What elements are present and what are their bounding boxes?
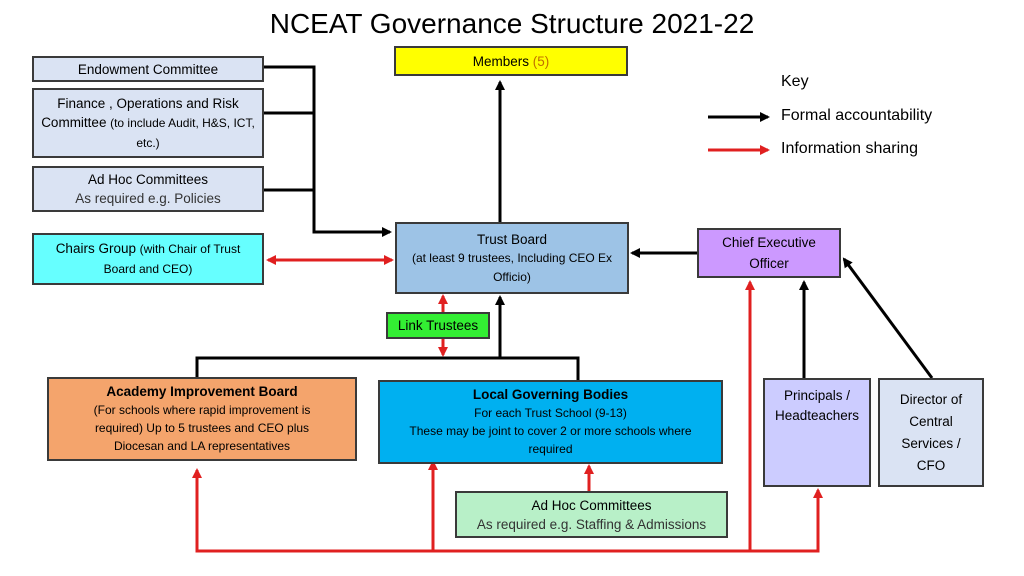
principals-line2: Headteachers bbox=[774, 408, 860, 423]
lgb-line1: For each Trust School (9-13) bbox=[474, 406, 627, 420]
adhoc-committees-policies-box bbox=[32, 166, 264, 212]
ceo-title-line2: Officer bbox=[749, 256, 789, 271]
chairs-group-box bbox=[32, 233, 264, 285]
key-info-label: Information sharing bbox=[781, 140, 918, 157]
finance-committee-box bbox=[32, 88, 264, 158]
committees-to-board-line bbox=[264, 67, 390, 232]
director-box bbox=[878, 378, 984, 487]
adhoc-staffing-title: Ad Hoc Committees bbox=[531, 497, 652, 513]
trust-board-box bbox=[395, 222, 629, 294]
endowment-title: Endowment Committee bbox=[77, 61, 219, 77]
adhoc-policies-title: Ad Hoc Committees bbox=[87, 172, 209, 187]
academy-improvement-board-box bbox=[47, 377, 357, 461]
aib-line3: Diocesan and LA representatives bbox=[113, 439, 291, 453]
lgb-line3: required bbox=[528, 442, 573, 456]
director-to-ceo-arrow bbox=[844, 259, 932, 378]
link-trustees-title: Link Trustees bbox=[397, 318, 479, 333]
aib-title: Academy Improvement Board bbox=[106, 384, 298, 399]
trust-board-subtitle: (at least 9 trustees, Including CEO Ex Officio) bbox=[411, 250, 613, 284]
link-trustees-box bbox=[386, 312, 490, 339]
endowment-committee-box bbox=[32, 56, 264, 82]
ceo-box bbox=[697, 228, 841, 278]
chairs-note: (with Chair of Trust Board and CEO) bbox=[103, 242, 241, 276]
ceo-title-line1: Chief Executive bbox=[722, 235, 816, 250]
members-count: (5) bbox=[532, 53, 550, 69]
local-governing-bodies-box bbox=[378, 380, 723, 464]
members-box bbox=[394, 46, 628, 76]
aib-line2: required) Up to 5 trustees and CEO plus bbox=[94, 421, 310, 435]
director-line4: CFO bbox=[916, 457, 946, 473]
director-line1: Director of bbox=[899, 391, 963, 407]
director-line3: Services / bbox=[901, 435, 961, 451]
finance-note: (to include Audit, H&S, ICT, etc.) bbox=[110, 115, 255, 150]
principals-box bbox=[763, 378, 871, 487]
adhoc-policies-subtitle: As required e.g. Policies bbox=[75, 191, 221, 206]
lgb-line2: These may be joint to cover 2 or more schools where bbox=[409, 424, 692, 438]
key-heading: Key bbox=[781, 73, 809, 90]
adhoc-staffing-subtitle: As required e.g. Staffing & Admissions bbox=[476, 516, 707, 532]
diagram-title: NCEAT Governance Structure 2021-22 bbox=[269, 8, 755, 39]
members-title: Members bbox=[472, 53, 529, 69]
director-line2: Central bbox=[909, 413, 953, 429]
adhoc-committees-staffing-box bbox=[455, 491, 728, 538]
principals-line1: Principals / bbox=[783, 388, 851, 403]
lgb-title: Local Governing Bodies bbox=[472, 387, 629, 402]
chairs-title: Chairs Group bbox=[55, 241, 136, 256]
trust-board-title: Trust Board bbox=[476, 231, 548, 247]
key-formal-label: Formal accountability bbox=[781, 107, 933, 124]
finance-title-line2: Committee bbox=[41, 114, 107, 130]
aib-line1: (For schools where rapid improvement is bbox=[93, 403, 311, 417]
finance-title-line1: Finance , Operations and Risk bbox=[57, 95, 239, 111]
